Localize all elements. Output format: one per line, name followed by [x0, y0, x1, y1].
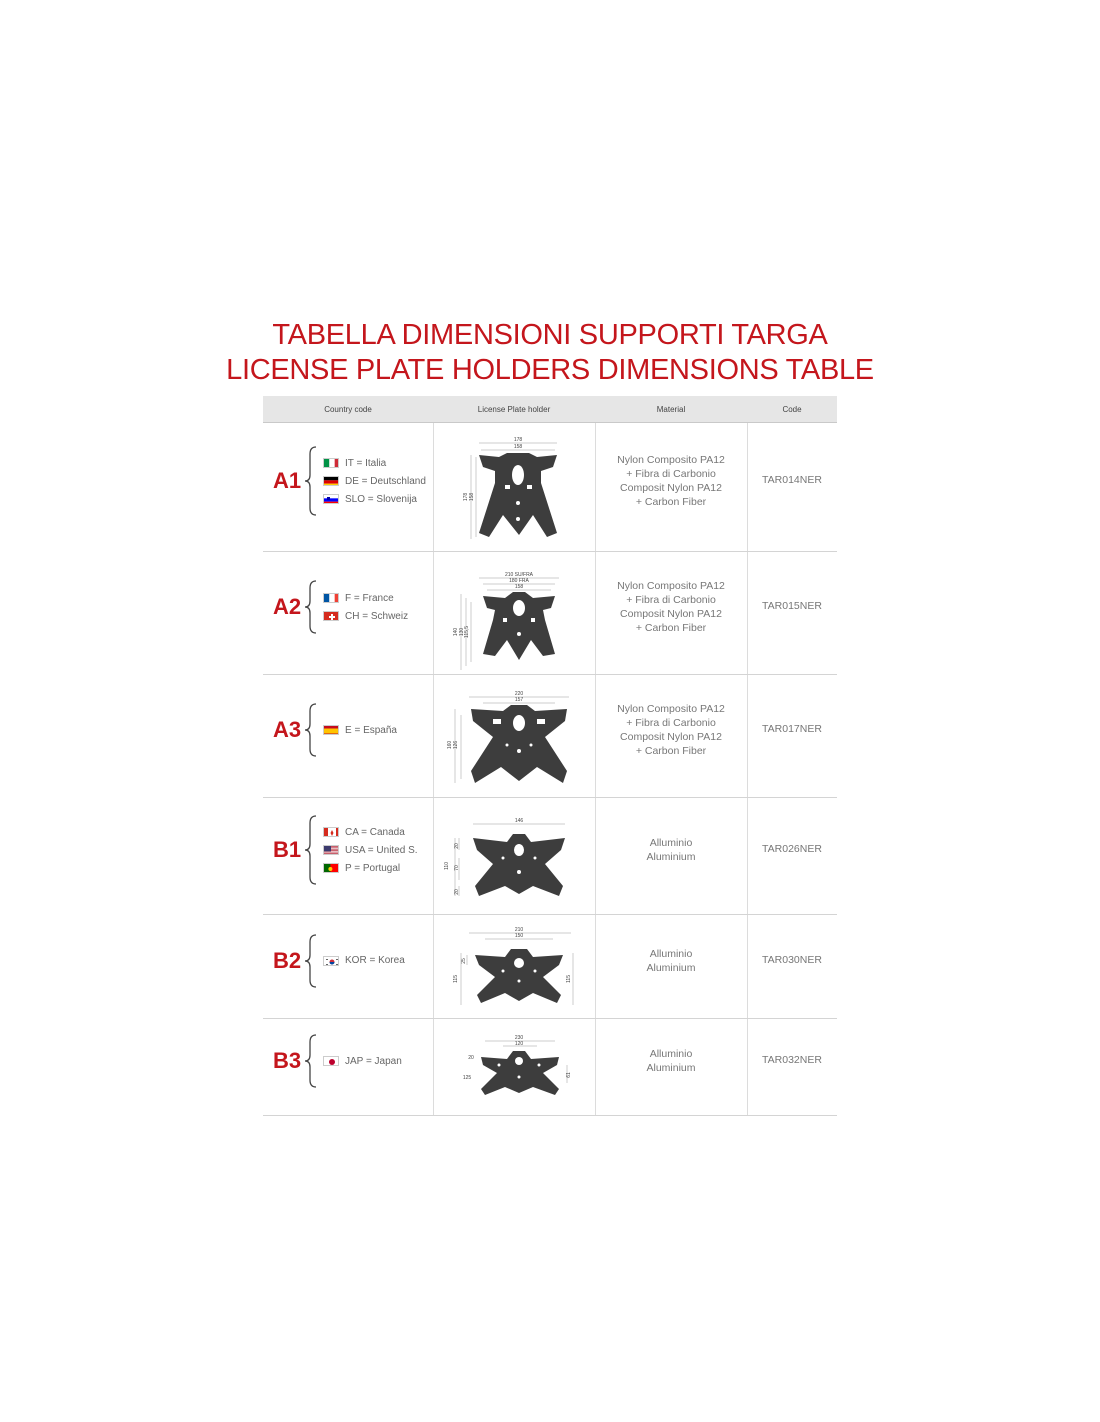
header-holder: License Plate holder [477, 405, 551, 414]
license-plate-holder-drawing [433, 423, 595, 551]
dimension-label: 158 [514, 584, 524, 590]
dimension-label: 220 [514, 691, 524, 697]
country-list [323, 1052, 402, 1070]
material-line: Alluminio [649, 1048, 693, 1060]
dimension-label: 20 [468, 1055, 474, 1061]
brace-icon [304, 815, 318, 890]
dimension-label: 115 [566, 975, 572, 983]
brace-icon [304, 934, 318, 993]
material-cell [595, 836, 747, 864]
country-item [323, 490, 426, 508]
column-divider [747, 915, 748, 1018]
product-code: TAR032NER [762, 1054, 822, 1066]
dimension-label: 126 [453, 740, 459, 750]
material-line: Aluminium [646, 961, 696, 974]
country-item [323, 841, 418, 859]
dimension-label: 61 [566, 1072, 572, 1078]
dimension-label: 110 [444, 862, 450, 870]
dimension-label: 157 [514, 697, 524, 703]
table-row [263, 915, 837, 1019]
dimension-label: 20 [454, 843, 460, 849]
material-cell [595, 947, 747, 975]
product-code: TAR014NER [762, 474, 822, 486]
table-header [263, 396, 837, 423]
country-label: CH = Schweiz [345, 610, 409, 622]
flag-portugal-icon [323, 863, 339, 873]
flag-slovenia-icon [323, 494, 339, 504]
dimension-label: 158 [469, 492, 475, 502]
flag-italy-icon [323, 458, 339, 468]
dimensions-table [263, 396, 837, 1116]
brace-icon [304, 580, 318, 639]
material-line: + Carbon Fiber [635, 622, 707, 634]
country-label: E = España [345, 724, 397, 736]
license-plate-holder-drawing [433, 552, 595, 674]
brace-icon [304, 703, 318, 762]
product-code: TAR017NER [762, 723, 822, 735]
column-divider [747, 675, 748, 797]
table-body [263, 423, 837, 1116]
country-label: KOR = Korea [345, 955, 405, 966]
country-label: USA = United S. [345, 844, 418, 856]
dimension-label: 25 [461, 958, 467, 964]
dimension-label: 130 [459, 627, 465, 637]
material-line: + Fibra di Carbonio [626, 717, 716, 729]
page-title-english: LICENSE PLATE HOLDERS DIMENSIONS TABLE [226, 354, 874, 386]
country-item [323, 823, 418, 841]
row-group-label: A1 [273, 468, 302, 493]
column-divider [747, 552, 748, 674]
country-item [323, 859, 418, 877]
license-plate-holder-drawing [433, 1019, 595, 1115]
flag-germany-icon [323, 476, 339, 486]
header-country-code: Country code [324, 405, 372, 414]
column-divider [747, 423, 748, 551]
flag-spain-icon [323, 725, 339, 735]
country-item [323, 1052, 402, 1070]
table-row [263, 798, 837, 915]
country-label: F = France [345, 592, 394, 604]
dimension-label: 115 [453, 975, 459, 983]
dimension-label: 146 [514, 818, 524, 824]
material-line: Composit Nylon PA12 [620, 608, 722, 620]
country-item [323, 454, 426, 472]
row-group-label: B1 [273, 837, 302, 862]
dimension-label: 210 SU/FRA [504, 572, 534, 578]
product-code: TAR015NER [762, 600, 822, 612]
product-code: TAR030NER [762, 953, 822, 966]
column-divider [747, 798, 748, 914]
page-title-italian: TABELLA DIMENSIONI SUPPORTI TARGA [272, 319, 828, 351]
flag-canada-icon [323, 827, 339, 837]
material-cell [595, 579, 747, 635]
row-group-label: A3 [273, 717, 302, 742]
country-label: SLO = Slovenija [345, 493, 417, 505]
material-line: Aluminium [646, 851, 696, 863]
material-line: Nylon Composito PA12 [617, 703, 725, 715]
country-label: P = Portugal [345, 862, 401, 874]
material-cell [595, 1047, 747, 1075]
country-item [323, 952, 405, 970]
material-line: Alluminio [649, 947, 693, 960]
row-group-label: A2 [273, 594, 302, 619]
country-list [323, 952, 405, 970]
dimension-label: 210 [514, 927, 524, 933]
header-material: Material [656, 405, 686, 414]
dimension-label: 115,5 [464, 625, 470, 639]
country-label: CA = Canada [345, 826, 405, 838]
dimension-label: 20 [454, 889, 460, 895]
material-cell [595, 453, 747, 509]
dimension-label: 178 [463, 492, 469, 502]
table-row [263, 675, 837, 798]
country-list [323, 823, 418, 877]
country-item [323, 589, 408, 607]
flag-switzerland-icon [323, 611, 339, 621]
country-item [323, 472, 426, 490]
material-line: Aluminium [646, 1062, 696, 1074]
material-cell [595, 702, 747, 758]
product-code: TAR026NER [762, 843, 822, 855]
dimension-label: 230 [514, 1035, 524, 1041]
material-line: Composit Nylon PA12 [620, 731, 722, 743]
license-plate-holder-drawing [433, 915, 595, 1018]
row-group-label: B2 [273, 947, 302, 973]
dimension-label: 70 [454, 865, 460, 871]
table-row [263, 423, 837, 552]
country-label: JAP = Japan [345, 1055, 402, 1067]
country-label: IT = Italia [345, 457, 387, 469]
table-row [263, 1019, 837, 1116]
country-list [323, 454, 426, 508]
dimension-label: 140 [453, 627, 459, 637]
license-plate-holder-drawing [433, 798, 595, 914]
country-item [323, 607, 408, 625]
license-plate-holder-drawing [433, 675, 595, 797]
material-line: Composit Nylon PA12 [620, 482, 722, 494]
flag-france-icon [323, 593, 339, 603]
table-row [263, 552, 837, 675]
material-line: Nylon Composito PA12 [617, 580, 725, 592]
flag-usa-icon [323, 845, 339, 855]
column-divider [747, 1019, 748, 1115]
material-line: + Fibra di Carbonio [626, 594, 716, 606]
brace-icon [304, 446, 318, 521]
material-line: + Fibra di Carbonio [626, 468, 716, 480]
flag-korea-icon [323, 956, 339, 966]
country-item [323, 721, 397, 739]
dimension-label: 178 [513, 437, 523, 443]
dimension-label: 125 [462, 1075, 472, 1081]
material-line: + Carbon Fiber [635, 496, 707, 508]
dimension-label: 120 [514, 1041, 524, 1047]
country-label: DE = Deutschland [345, 475, 426, 487]
header-code: Code [782, 405, 802, 414]
brace-icon [304, 1034, 318, 1093]
country-list [323, 721, 397, 739]
dimension-label: 160 [447, 740, 453, 750]
material-line: Alluminio [649, 837, 693, 849]
flag-japan-icon [323, 1056, 339, 1066]
dimension-label: 158 [513, 444, 523, 450]
material-line: + Carbon Fiber [635, 745, 707, 757]
dimension-label: 180 FRA [509, 578, 529, 584]
dimension-label: 150 [514, 933, 524, 939]
material-line: Nylon Composito PA12 [617, 454, 725, 466]
country-list [323, 589, 408, 625]
row-group-label: B3 [273, 1048, 302, 1073]
